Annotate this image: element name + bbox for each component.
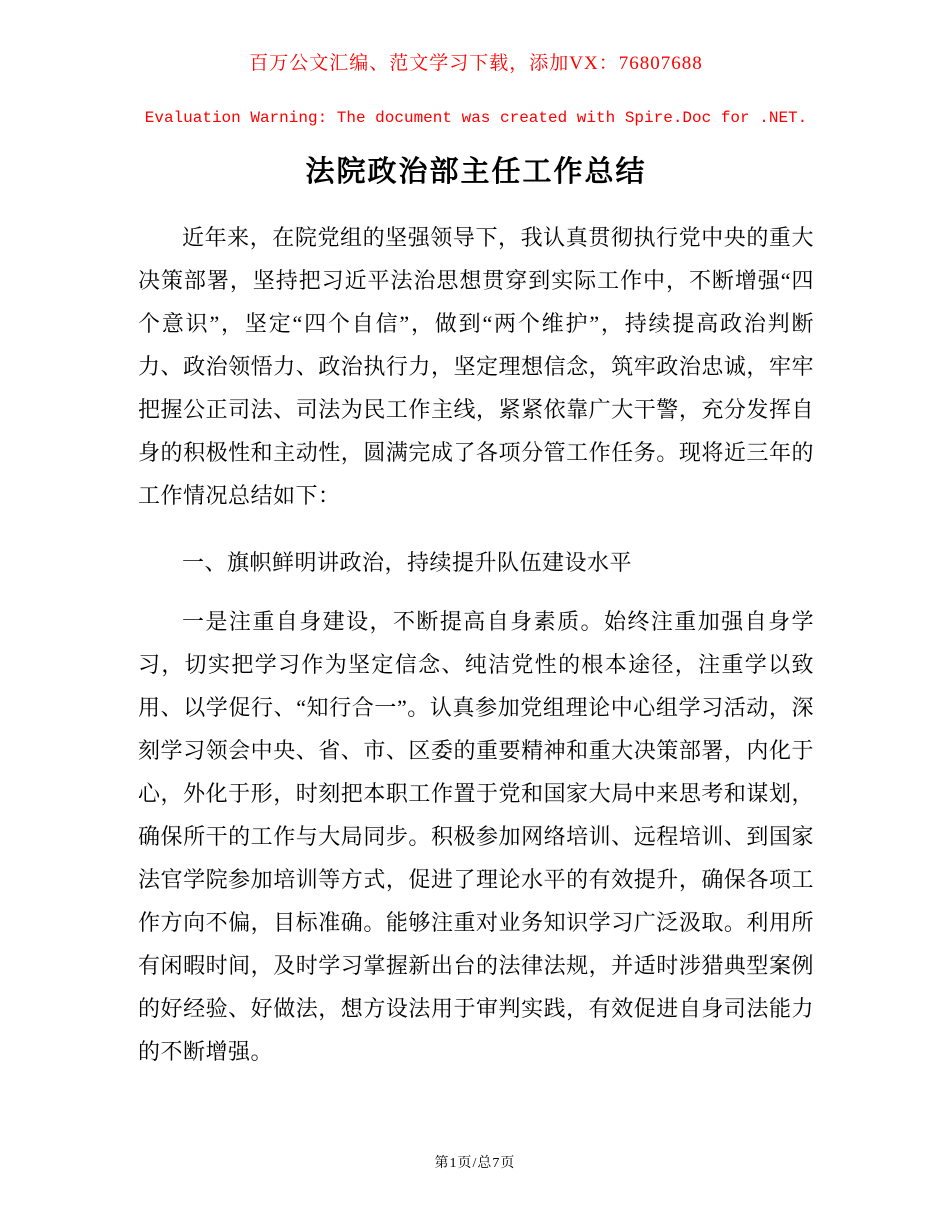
page-footer — [0, 1152, 950, 1172]
paragraph: 一是注重自身建设，不断提高自身素质。始终注重加强自身学习，切实把学习作为坚定信念、纯洁党性的根本途径，注重学以致用、以学促行、“知行合一”。认真参加党组理论中心组学习活动，深刻学习领会中央、省、市、区委的重要精神和重大决策部署，内化于心，外化于形，时刻把本职工作置于党和国家大局中来思考和谋划，确保所干的工作与大局同步。积极参加网络培训、远程培训、到国家法官学院参加培训等方式，促进了理论水平的有效提升，确保各项工作方向不偏，目标准确。能够注重对业务知识学习广泛汲取。利用所有闲暇时间，及时学习掌握新出台的法律法规，并适时涉猎典型案例的好经验、好做法，想方设法用于审判实践，有效促进自身司法能力的不断增强。 — [138, 609, 814, 1064]
paragraph: 近年来，在院党组的坚强领导下，我认真贯彻执行党中央的重大决策部署，坚持把习近平法治思想贯穿到实际工作中，不断增强“四个意识”，坚定“四个自信”，做到“两个维护”，持续提高政治判断力、政治领悟力、政治执行力，坚定理想信念，筑牢政治忠诚，牢牢把握公正司法、司法为民工作主线，紧紧依靠广大干警，充分发挥自身的积极性和主动性，圆满完成了各项分管工作任务。现将近三年的工作情况总结如下： — [138, 225, 814, 508]
evaluation-warning: Evaluation Warning: The document was created with Spire.Doc for .NET. — [144, 109, 808, 127]
document-title: 法院政治部主任工作总结 — [305, 156, 647, 188]
promo-notice: 百万公文汇编、范文学习下载，添加VX：76807688 — [249, 53, 703, 74]
document-body — [138, 216, 814, 1073]
section-heading: 一、旗帜鲜明讲政治，持续提升队伍建设水平 — [182, 550, 633, 575]
page-number: 第1页/总7页 — [434, 1156, 516, 1171]
